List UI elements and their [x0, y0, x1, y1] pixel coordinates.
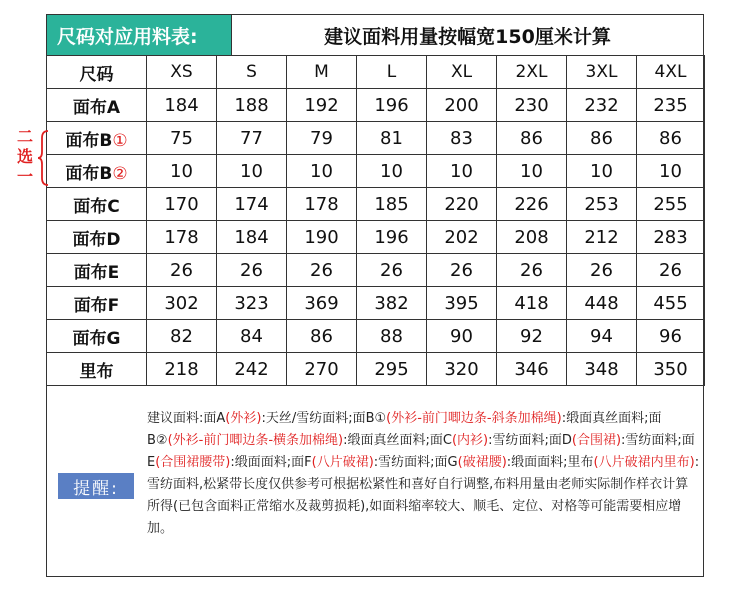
- size-header-cell: 尺码: [47, 56, 147, 89]
- table-row: [47, 221, 705, 254]
- size-fabric-table: [46, 55, 705, 386]
- fabric-label-cell: [47, 287, 147, 320]
- fabric-amount-cell: 86: [287, 320, 357, 353]
- size-column-header: L: [357, 56, 427, 89]
- fabric-amount-cell: 26: [217, 254, 287, 287]
- brace-icon: [38, 130, 50, 186]
- fabric-amount-cell: 84: [217, 320, 287, 353]
- fabric-amount-cell: 86: [497, 122, 567, 155]
- fabric-amount-cell: 255: [637, 188, 705, 221]
- note-text: :缎面真丝面料;面C: [343, 433, 452, 448]
- size-column-header: M: [287, 56, 357, 89]
- fabric-amount-cell: 232: [567, 89, 637, 122]
- fabric-amount-cell: 10: [567, 155, 637, 188]
- fabric-amount-cell: 92: [497, 320, 567, 353]
- choose-one-marker: [8, 128, 48, 188]
- note-text: :缎面真丝面料;面B②: [147, 411, 662, 448]
- table-row: [47, 254, 705, 287]
- fabric-amount-cell: 10: [357, 155, 427, 188]
- fabric-amount-cell: 253: [567, 188, 637, 221]
- fabric-amount-cell: 10: [217, 155, 287, 188]
- table-row: [47, 353, 705, 386]
- fabric-amount-cell: 184: [147, 89, 217, 122]
- note-text: :雪纺面料;面E: [147, 433, 695, 470]
- fabric-label-cell: [47, 122, 147, 155]
- fabric-amount-cell: 242: [217, 353, 287, 386]
- fabric-amount-cell: 230: [497, 89, 567, 122]
- fabric-amount-cell: 75: [147, 122, 217, 155]
- note-highlight: (外衫-前门唧边条-横条加棉绳): [167, 433, 344, 448]
- fabric-amount-cell: 88: [357, 320, 427, 353]
- fabric-amount-cell: 350: [637, 353, 705, 386]
- reminder-badge: 提醒:: [58, 473, 134, 499]
- fabric-label: 面布B: [65, 163, 113, 184]
- note-text: :缎面面料;面F: [230, 455, 312, 470]
- fabric-label: 面布G: [72, 328, 121, 349]
- note-highlight: (合围裙腰带): [155, 455, 231, 470]
- fabric-amount-cell: 86: [567, 122, 637, 155]
- size-column-header: 2XL: [497, 56, 567, 89]
- fabric-amount-cell: 235: [637, 89, 705, 122]
- fabric-amount-cell: 418: [497, 287, 567, 320]
- choose-one-char: 选: [17, 147, 34, 166]
- note-highlight: (八片破裙内里布): [593, 455, 695, 470]
- fabric-amount-cell: 218: [147, 353, 217, 386]
- fabric-label-cell: [47, 89, 147, 122]
- fabric-amount-cell: 348: [567, 353, 637, 386]
- fabric-label: 面布B: [65, 130, 113, 151]
- fabric-amount-cell: 190: [287, 221, 357, 254]
- fabric-label-cell: [47, 254, 147, 287]
- size-column-header: S: [217, 56, 287, 89]
- fabric-amount-cell: 26: [637, 254, 705, 287]
- fabric-amount-cell: 81: [357, 122, 427, 155]
- fabric-amount-cell: 178: [147, 221, 217, 254]
- fabric-label: 面布D: [72, 229, 121, 250]
- table-row: [47, 188, 705, 221]
- note-text: 建议面料:面A: [147, 411, 226, 426]
- fabric-label: 里布: [79, 361, 114, 382]
- fabric-amount-cell: 382: [357, 287, 427, 320]
- note-highlight: (八片破裙): [311, 455, 374, 470]
- table-header-row: [47, 56, 705, 89]
- fabric-label-cell: [47, 155, 147, 188]
- table-row: [47, 89, 705, 122]
- fabric-amount-cell: 346: [497, 353, 567, 386]
- fabric-option-mark: ②: [112, 163, 128, 184]
- fabric-amount-cell: 188: [217, 89, 287, 122]
- fabric-amount-cell: 174: [217, 188, 287, 221]
- fabric-amount-cell: 26: [147, 254, 217, 287]
- fabric-amount-cell: 26: [287, 254, 357, 287]
- fabric-amount-cell: 200: [427, 89, 497, 122]
- fabric-amount-cell: 226: [497, 188, 567, 221]
- fabric-amount-cell: 283: [637, 221, 705, 254]
- fabric-amount-cell: 170: [147, 188, 217, 221]
- fabric-amount-cell: 196: [357, 89, 427, 122]
- fabric-label: 面布A: [72, 97, 121, 118]
- fabric-label-cell: [47, 221, 147, 254]
- fabric-label: 面布E: [73, 262, 120, 283]
- fabric-amount-cell: 448: [567, 287, 637, 320]
- fabric-amount-cell: 77: [217, 122, 287, 155]
- choose-one-char: 二: [17, 127, 34, 146]
- chart-subtitle: 建议面料用量按幅宽150厘米计算: [231, 15, 703, 55]
- fabric-label-cell: [47, 320, 147, 353]
- table-row: [47, 155, 705, 188]
- fabric-amount-cell: 202: [427, 221, 497, 254]
- note-highlight: (外衫): [225, 411, 262, 426]
- choose-one-char: 一: [17, 167, 34, 186]
- note-text: :天丝/雪纺面料;面B①: [261, 411, 387, 426]
- notes-text: [147, 408, 700, 540]
- size-column-header: 4XL: [637, 56, 705, 89]
- fabric-amount-cell: 185: [357, 188, 427, 221]
- fabric-amount-cell: 10: [637, 155, 705, 188]
- fabric-amount-cell: 26: [357, 254, 427, 287]
- fabric-amount-cell: 395: [427, 287, 497, 320]
- fabric-amount-cell: 83: [427, 122, 497, 155]
- fabric-label-cell: [47, 353, 147, 386]
- fabric-amount-cell: 455: [637, 287, 705, 320]
- fabric-amount-cell: 208: [497, 221, 567, 254]
- note-text: :雪纺面料;面G: [373, 455, 458, 470]
- fabric-amount-cell: 94: [567, 320, 637, 353]
- note-highlight: (内衫): [451, 433, 489, 448]
- fabric-amount-cell: 178: [287, 188, 357, 221]
- fabric-amount-cell: 10: [497, 155, 567, 188]
- table-row: [47, 122, 705, 155]
- note-highlight: (外衫-前门唧边条-斜条加棉绳): [386, 411, 562, 426]
- fabric-amount-cell: 10: [427, 155, 497, 188]
- fabric-amount-cell: 295: [357, 353, 427, 386]
- note-text: :缎面面料;里布: [506, 455, 594, 470]
- fabric-amount-cell: 82: [147, 320, 217, 353]
- fabric-amount-cell: 10: [287, 155, 357, 188]
- fabric-label-cell: [47, 188, 147, 221]
- fabric-amount-cell: 26: [427, 254, 497, 287]
- fabric-amount-cell: 184: [217, 221, 287, 254]
- fabric-label: 面布F: [73, 295, 120, 316]
- fabric-amount-cell: 90: [427, 320, 497, 353]
- fabric-amount-cell: 192: [287, 89, 357, 122]
- note-text: :雪纺面料,松紧带长度仅供参考可根据松紧性和喜好自行调整,布料用量由老师实际制作样衣计算所得(已包含面料正常缩水及裁剪损耗),如面料缩率较大、顺毛、定位、对格等可能需要相应增加。: [147, 455, 700, 536]
- fabric-amount-cell: 212: [567, 221, 637, 254]
- fabric-label: 面布C: [73, 196, 120, 217]
- fabric-amount-cell: 26: [497, 254, 567, 287]
- notes-section: [46, 396, 704, 577]
- size-column-header: XL: [427, 56, 497, 89]
- table-row: [47, 287, 705, 320]
- fabric-amount-cell: 86: [637, 122, 705, 155]
- fabric-amount-cell: 320: [427, 353, 497, 386]
- note-highlight: (破裙腰): [457, 455, 507, 470]
- fabric-amount-cell: 79: [287, 122, 357, 155]
- size-column-header: XS: [147, 56, 217, 89]
- fabric-amount-cell: 196: [357, 221, 427, 254]
- fabric-amount-cell: 220: [427, 188, 497, 221]
- note-text: :雪纺面料;面D: [488, 433, 572, 448]
- table-row: [47, 320, 705, 353]
- fabric-amount-cell: 369: [287, 287, 357, 320]
- note-highlight: (合围裙): [571, 433, 622, 448]
- fabric-option-mark: ①: [112, 130, 128, 151]
- fabric-amount-cell: 270: [287, 353, 357, 386]
- fabric-amount-cell: 96: [637, 320, 705, 353]
- size-column-header: 3XL: [567, 56, 637, 89]
- fabric-amount-cell: 26: [567, 254, 637, 287]
- fabric-amount-cell: 10: [147, 155, 217, 188]
- chart-title: 尺码对应用料表:: [47, 15, 231, 55]
- fabric-amount-cell: 302: [147, 287, 217, 320]
- fabric-amount-cell: 323: [217, 287, 287, 320]
